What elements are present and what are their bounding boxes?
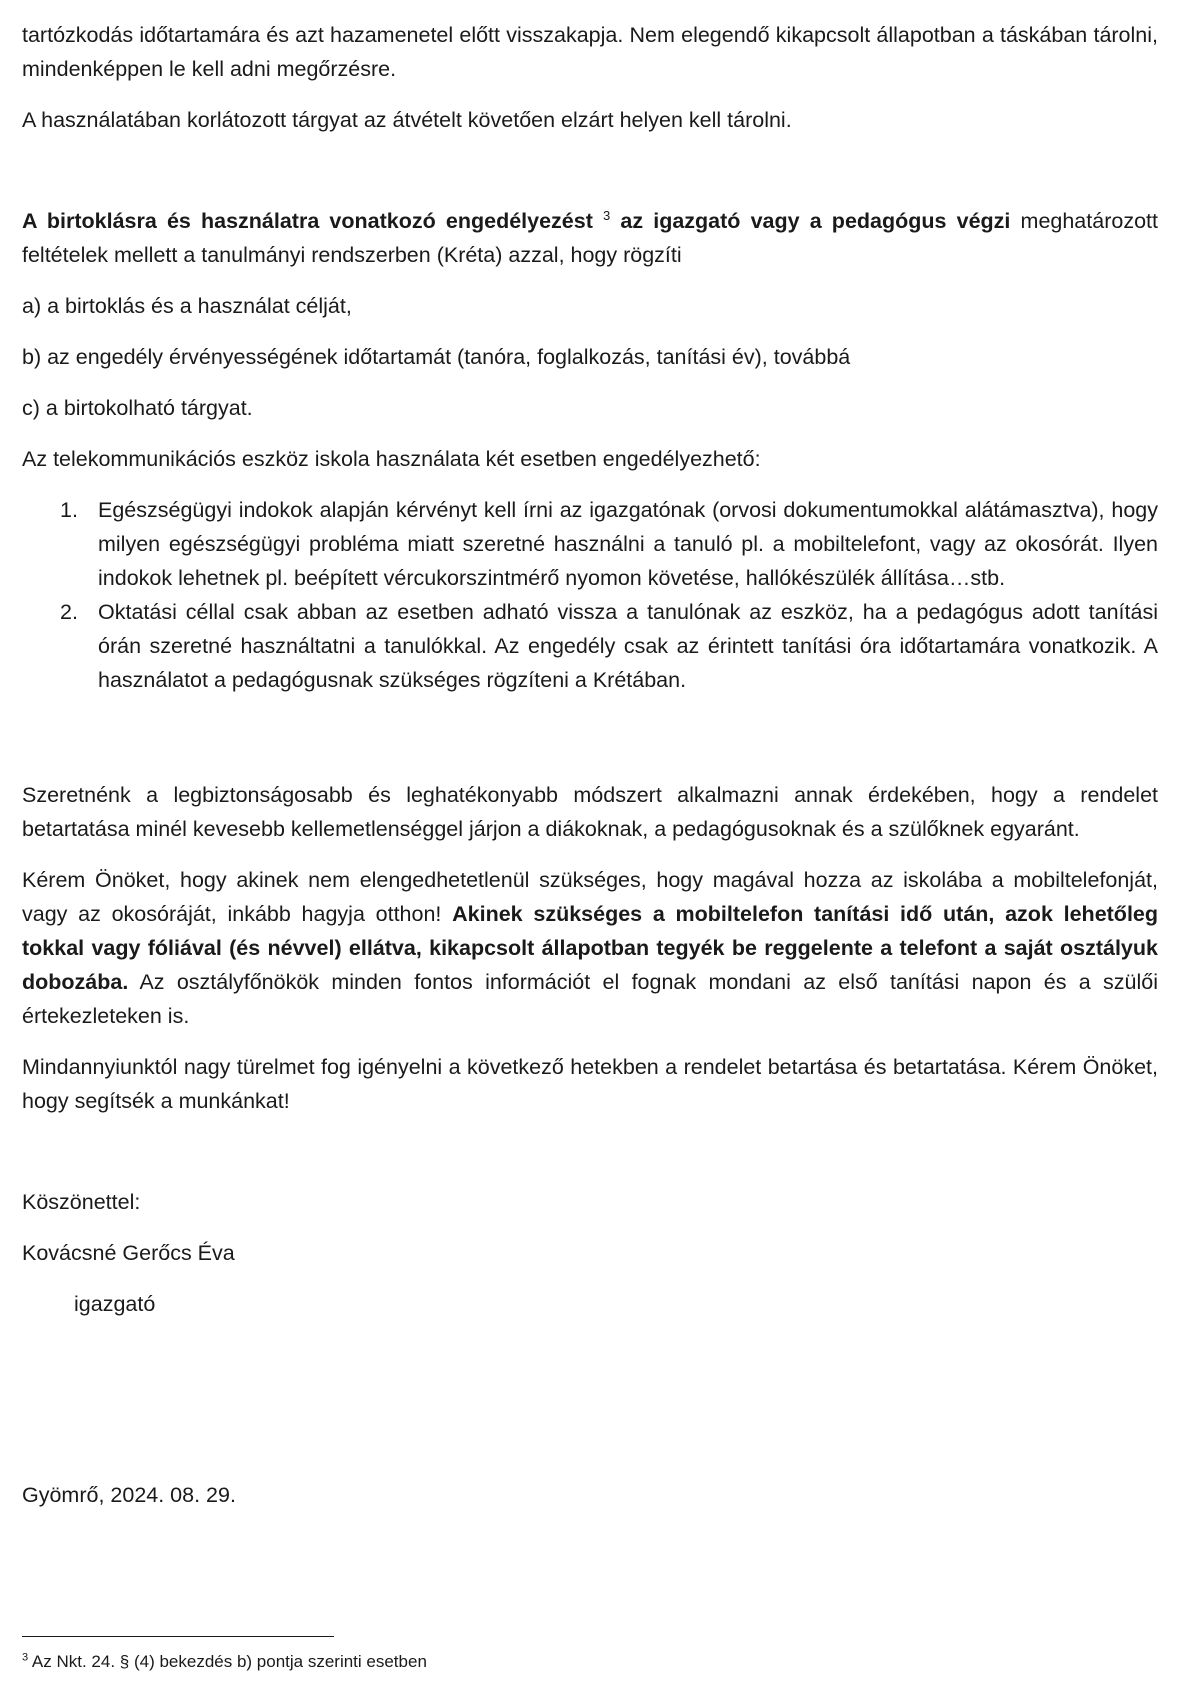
footnote-divider — [22, 1636, 334, 1637]
authorization-paragraph — [22, 204, 1158, 272]
signature-title: igazgató — [74, 1292, 156, 1316]
closing-p2-start: Kérem Önöket, hogy akinek nem elengedhetetlenül szükséges, hogy magával hozza az iskolába a mobiltelefonját, vagy az okosóráját, inkább hagyja otthon! — [22, 868, 1158, 926]
authorization-bold-end: az igazgató vagy a pedagógus végzi — [620, 209, 1011, 233]
authorization-bold-start: A birtoklásra és használatra vonatkozó engedélyezést — [22, 209, 593, 233]
authorization-rest: meghatározott feltételek mellett a tanulmányi rendszerben (Kréta) azzal, hogy rögzíti — [22, 209, 1158, 267]
authorization-item-c: c) a birtokolható tárgyat. — [22, 396, 253, 420]
footnote-number: 3 — [22, 1651, 29, 1664]
list-item — [22, 595, 1158, 697]
telecom-list — [22, 493, 1158, 697]
closing-p2-end: Az osztályfőnökök minden fontos információt el fognak mondani az első tanítási napon és a szülői értekezleteken is. — [22, 970, 1158, 1028]
signature-name: Kovácsné Gerőcs Éva — [22, 1241, 235, 1265]
list-item-number: 1. — [60, 498, 78, 522]
authorization-item-b: b) az engedély érvényességének időtartamát (tanóra, foglalkozás, tanítási év), továbbá — [22, 345, 851, 369]
document-page — [22, 18, 1158, 1529]
list-item-text: Egészségügyi indokok alapján kérvényt kell írni az igazgatónak (orvosi dokumentumokkal alátámasztva), hogy milyen egészségügyi probléma miatt szeretné használni a tanuló pl. a mobiltelefont, vagy az okosórát. Ilyen indokok lehetnek pl. beépített vércukorszintmérő nyomon követése, hallókészülék állítása…stb. — [98, 498, 1158, 590]
signature-thanks: Köszönettel: — [22, 1190, 141, 1214]
list-item — [22, 493, 1158, 595]
footnote-reference: 3 — [603, 207, 611, 223]
list-item-number: 2. — [60, 600, 78, 624]
authorization-item-a: a) a birtoklás és a használat célját, — [22, 294, 352, 318]
storage-paragraph: A használatában korlátozott tárgyat az átvételt követően elzárt helyen kell tárolni. — [22, 108, 792, 132]
place-date: Gyömrő, 2024. 08. 29. — [22, 1483, 236, 1507]
closing-p2-bold: Akinek szükséges a mobiltelefon tanítási idő után, azok lehetőleg tokkal vagy fóliával (és névvel) ellátva, kikapcsolt állapotban tegyék be reggelente a telefont a saját osztályuk dobozába. — [22, 902, 1159, 994]
closing-paragraph-3: Mindannyiunktól nagy türelmet fog igényelni a következő hetekben a rendelet betartása és betartatása. Kérem Önöket, hogy segítsék a munkánkat! — [22, 1055, 1158, 1113]
footnote — [22, 1650, 427, 1674]
footnote-text: Az Nkt. 24. § (4) bekezdés b) pontja szerinti esetben — [28, 1652, 427, 1671]
closing-paragraph-2 — [22, 863, 1158, 1033]
intro-paragraph: tartózkodás időtartamára és azt hazamenetel előtt visszakapja. Nem elegendő kikapcsolt állapotban a táskában tárolni, mindenképpen le kell adni megőrzésre. — [22, 23, 1158, 81]
closing-paragraph-1: Szeretnénk a legbiztonságosabb és leghatékonyabb módszert alkalmazni annak érdekében, hogy a rendelet betartatása minél kevesebb kellemetlenséggel járjon a diákoknak, a pedagógusoknak és a szülőknek egyaránt. — [22, 783, 1158, 841]
list-item-text: Oktatási céllal csak abban az esetben adható vissza a tanulónak az eszköz, ha a pedagógus adott tanítási órán szeretné használtatni a tanulókkal. Az engedély csak az érintett tanítási óra időtartamára vonatkozik. A használatot a pedagógusnak szükséges rögzíteni a Krétában. — [98, 600, 1158, 692]
telecom-intro: Az telekommunikációs eszköz iskola használata két esetben engedélyezhető: — [22, 447, 761, 471]
